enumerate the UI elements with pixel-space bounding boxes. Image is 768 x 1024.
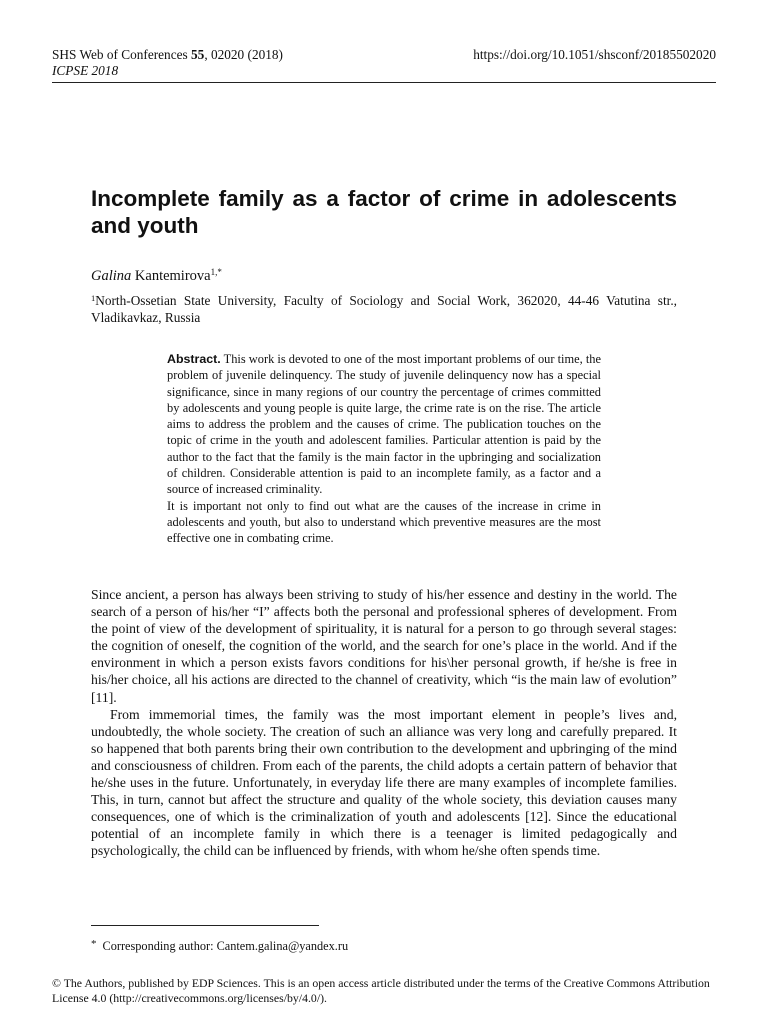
footnote-text: Corresponding author: Cantem.galina@yandex.ru: [102, 939, 349, 953]
journal-volume: 55: [191, 47, 205, 62]
article-number: , 02020 (2018): [204, 47, 283, 62]
author-line: [91, 263, 222, 285]
body-text: [91, 586, 677, 860]
abstract-label: Abstract.: [167, 352, 221, 366]
license-notice: © The Authors, published by EDP Sciences. This is an open access article distributed under the terms of the Creative Commons Attribution License 4.0 (http://creativecommons.org/licenses/by/4.0/).: [52, 976, 710, 1005]
footnote: [91, 937, 348, 954]
abstract-paragraph-1: [167, 351, 601, 498]
body-paragraph-1: Since ancient, a person has always been striving to study of his/her essence and destiny in the world. The search of a person of his/her “I” affects both the personal and professional spheres of development. From the point of view of the development of spirituality, it is natural for a person to go through several stages: the cognition of oneself, the cognition of the world, and the search for one’s place in the world. And if the environment in which a person exists favors conditions for his\her personal growth, if he/she is free in his/her choice, all his actions are directed to the channel of creativity, which “is the main law of evolution” [11].: [91, 587, 677, 705]
author-family-name: Kantemirova: [131, 268, 211, 284]
journal-name: SHS Web of Conferences: [52, 47, 192, 62]
affiliation-text: North-Ossetian State University, Faculty of Sociology and Social Work, 362020, 44-46 Vatutina str., Vladikavkaz, Russia: [91, 293, 677, 325]
footnote-divider: [91, 925, 319, 926]
abstract: [167, 351, 601, 547]
footnote-marker: *: [91, 938, 97, 950]
doi-link[interactable]: https://doi.org/10.1051/shsconf/20185502020: [473, 47, 716, 62]
abstract-paragraph-2: It is important not only to find out what are the causes of the increase in crime in adolescents and youth, but also to understand which preventive measures are the most effective one in combating crime.: [167, 498, 601, 546]
affiliation-superscript: 1: [91, 293, 96, 303]
journal-citation: [52, 46, 283, 63]
author-superscript: 1,*: [210, 267, 222, 277]
author-given-name: Galina: [91, 268, 132, 284]
abstract-text-1: This work is devoted to one of the most important problems of our time, the problem of juvenile delinquency. The study of juvenile delinquency now has a special significance, since in many regions of our country the percentage of crimes committed by adolescents and young people is quite large, the crime rate is on the rise. The article aims to address the problem and the causes of crime. The publication touches on the topic of crime in the youth and adolescent families. Particular attention is paid by the author to the fact that the family is the main factor in the upbringing and socialization of children. Considerable attention is paid to an incomplete family, as a factor and a source of increased criminality.: [167, 352, 601, 497]
page-header: [52, 46, 716, 83]
conference-name: ICPSE 2018: [52, 63, 119, 78]
paper-title: Incomplete family as a factor of crime in adolescents and youth: [91, 186, 677, 238]
affiliation: [91, 290, 677, 326]
body-paragraph-2: From immemorial times, the family was the most important element in people’s lives and, undoubtedly, the whole society. The creation of such an alliance was very long and carefully prepared. It so happened that both parents bring their own contribution to the development and upbringing of the mind and consciousness of children. From each of the parents, the child adopts a certain pattern of behavior that he/she uses in the future. Unfortunately, in everyday life there are many examples of incomplete families. This, in turn, cannot but affect the structure and quality of the whole society, this deviation causes many consequences, one of which is the criminalization of youth and adolescents [12]. Since the educational potential of an incomplete family in which there is a teenager is limited pedagogically and psychologically, the child can be influenced by friends, with whom he/she often spends time.: [91, 706, 677, 859]
